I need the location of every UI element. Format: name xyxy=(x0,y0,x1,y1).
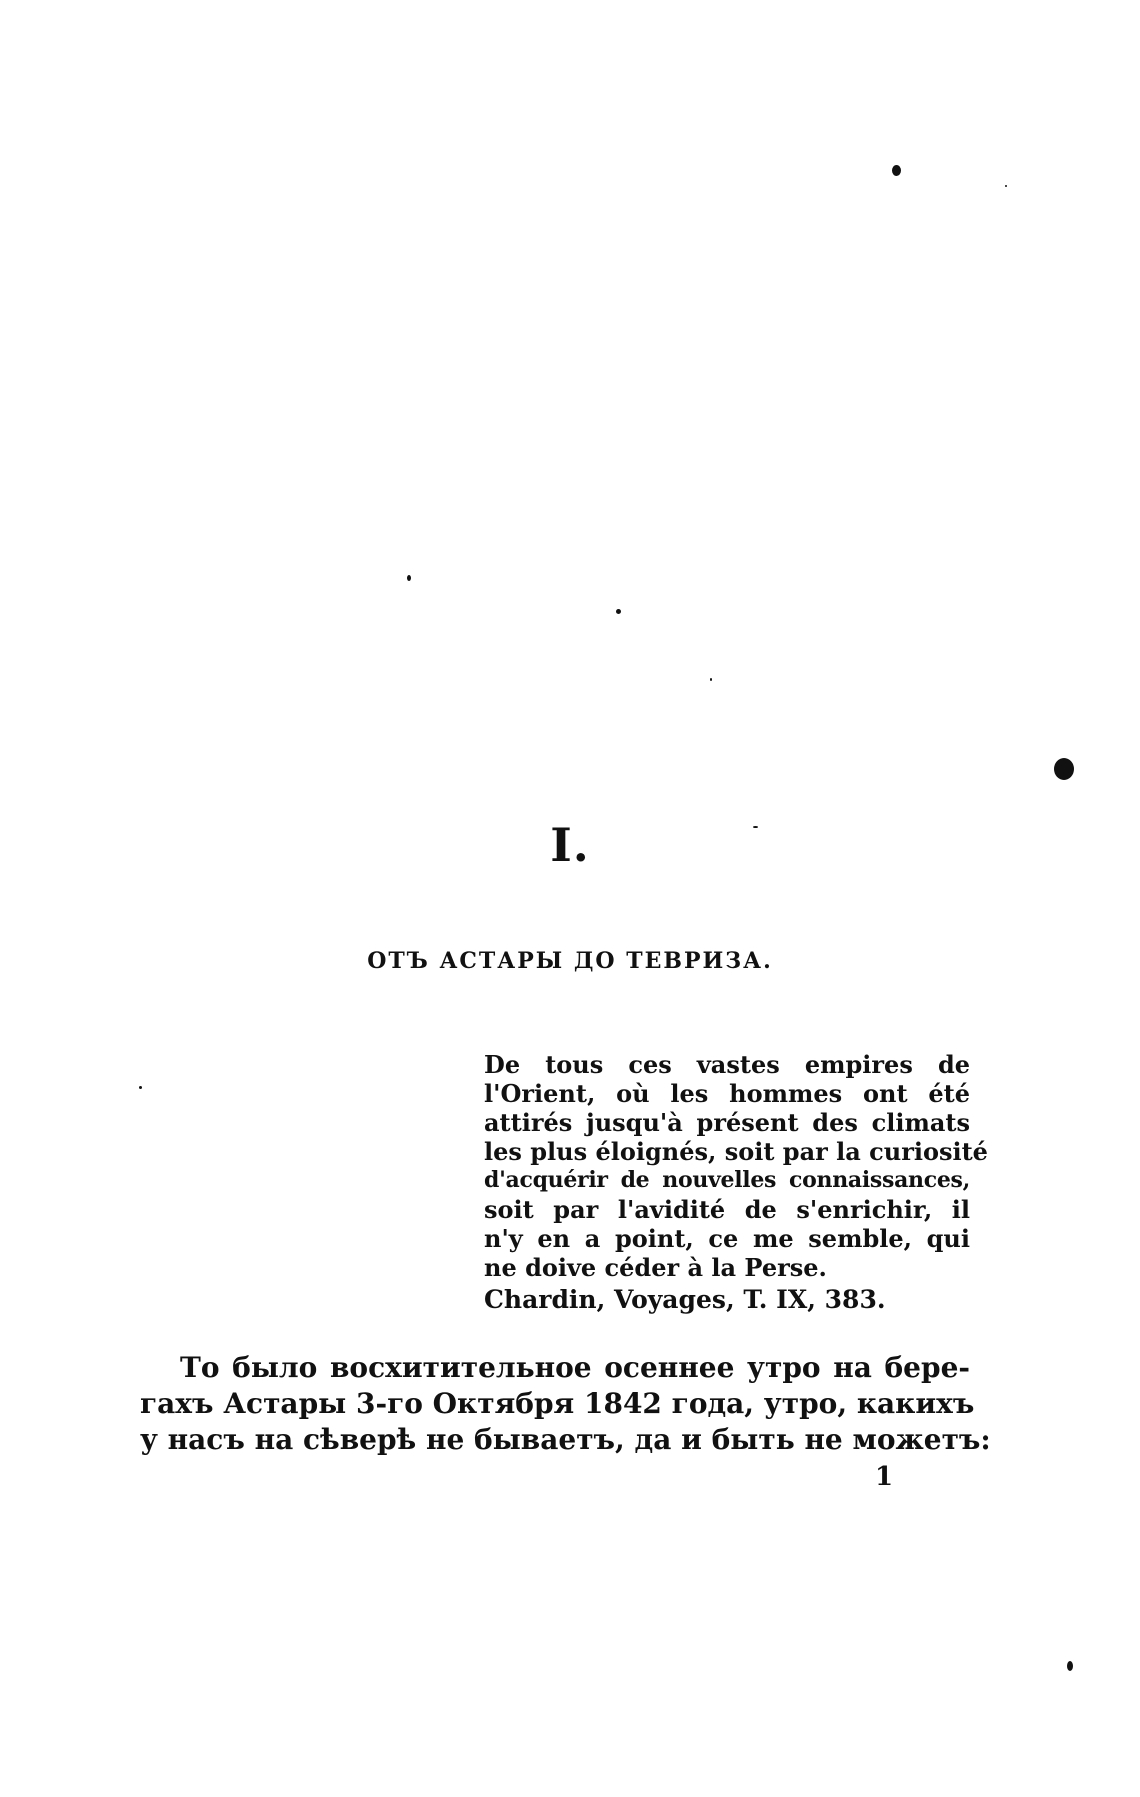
chapter-title: ОТЪ АСТАРЫ ДО ТЕВРИЗА. xyxy=(367,948,773,974)
scan-speck xyxy=(139,1086,142,1089)
body-line: у насъ на сѣверѣ не бываетъ, да и быть не можетъ: xyxy=(140,1423,991,1456)
epigraph-line: les plus éloignés, soit par la curiosité xyxy=(484,1137,988,1166)
scan-speck xyxy=(407,575,411,581)
epigraph xyxy=(484,1050,988,1315)
scan-speck xyxy=(710,678,712,681)
scan-speck xyxy=(616,609,621,614)
page-number: 1 xyxy=(874,1462,894,1492)
scan-speck xyxy=(1005,185,1007,187)
epigraph-line: d'acquérir de nouvelles connaissances, xyxy=(484,1167,970,1193)
chapter-number: I. xyxy=(550,818,590,872)
epigraph-line: soit par l'avidité de s'enrichir, il xyxy=(484,1195,970,1224)
epigraph-line: l'Orient, où les hommes ont été xyxy=(484,1079,970,1108)
epigraph-line: De tous ces vastes empires de xyxy=(484,1050,970,1079)
scan-speck xyxy=(1054,758,1074,780)
body-line: гахъ Астары 3-го Октября 1842 года, утро, какихъ xyxy=(140,1387,975,1420)
scan-speck xyxy=(892,165,901,176)
epigraph-citation: Chardin, Voyages, T. IX, 383. xyxy=(484,1285,886,1314)
epigraph-line: n'y en a point, ce me semble, qui xyxy=(484,1224,970,1253)
scan-speck xyxy=(1067,1661,1073,1671)
body-paragraph xyxy=(140,1350,991,1458)
epigraph-line: ne doive céder à la Perse. xyxy=(484,1253,827,1282)
epigraph-line: attirés jusqu'à présent des climats xyxy=(484,1108,970,1137)
body-line: То было восхитительное осеннее утро на бере- xyxy=(180,1351,970,1384)
